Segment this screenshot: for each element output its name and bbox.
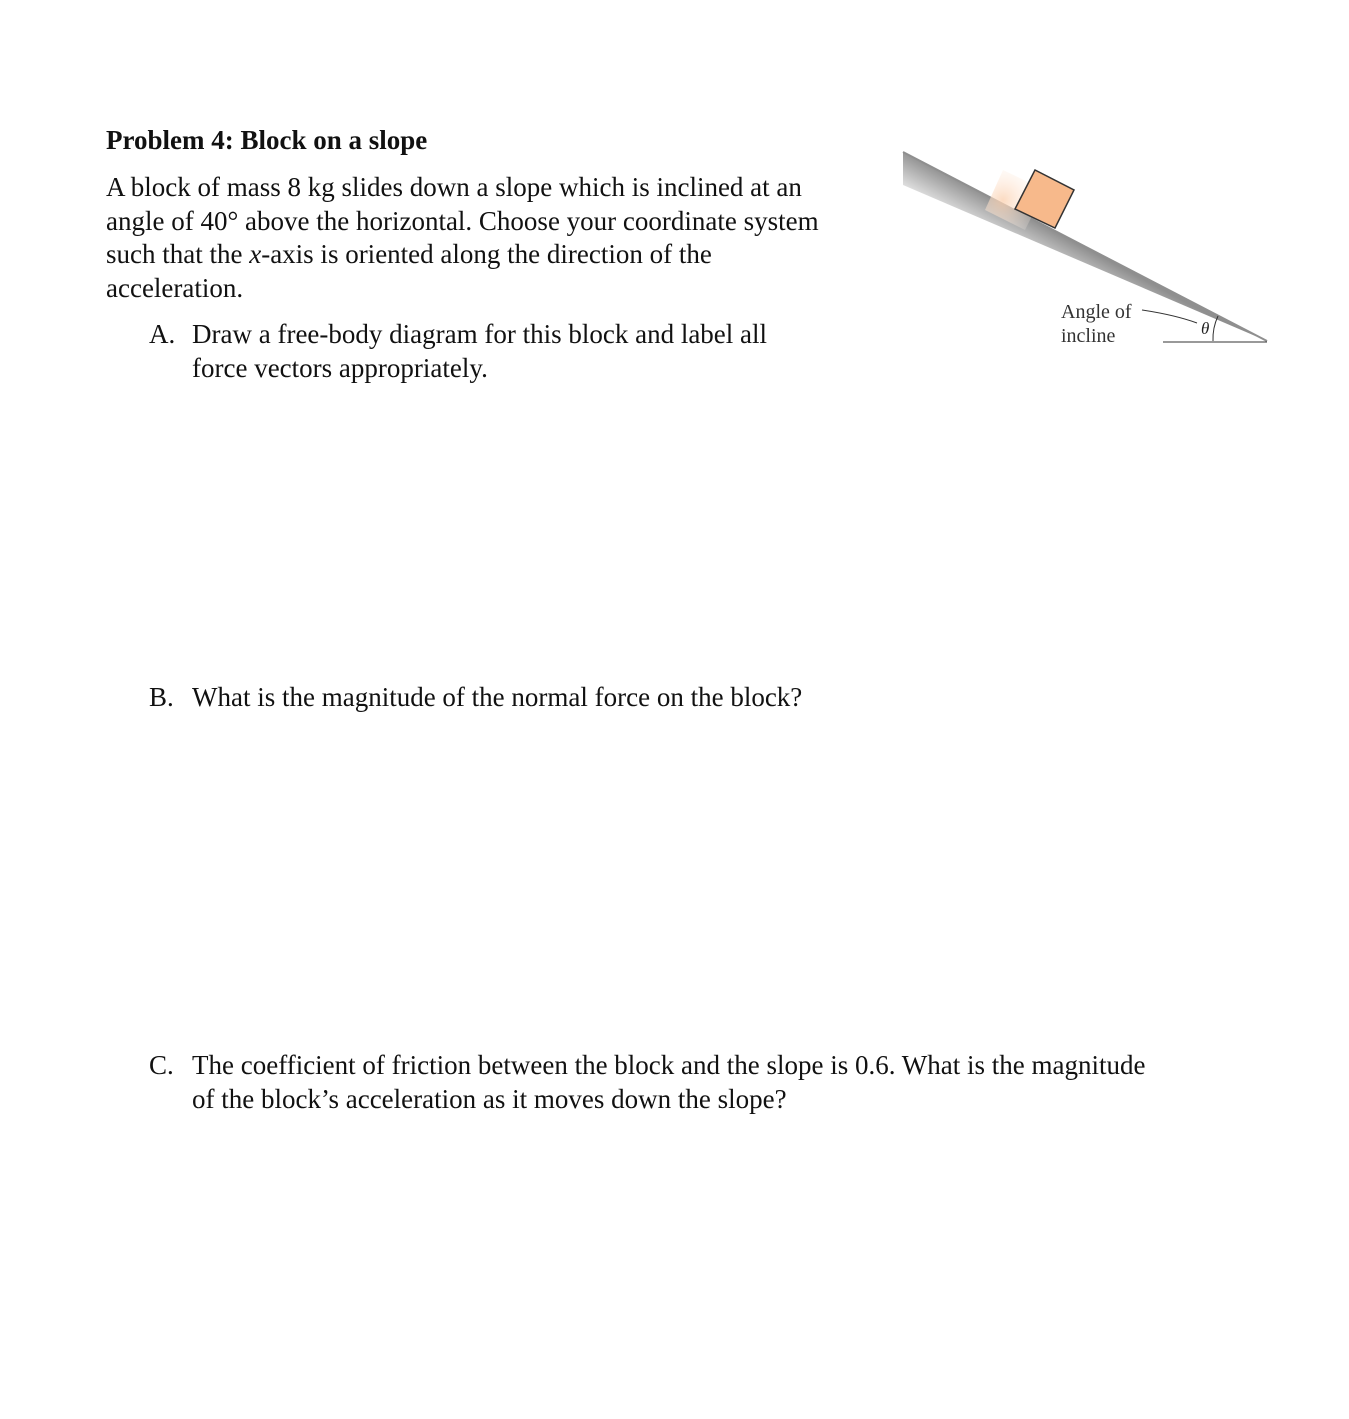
problem-statement xyxy=(106,171,876,305)
part-a-question xyxy=(192,318,767,385)
theta-symbol: θ xyxy=(1201,319,1210,338)
statement-line-1: A block of mass 8 kg slides down a slope which is inclined at an xyxy=(106,172,802,202)
problem-title: Problem 4: Block on a slope xyxy=(106,125,428,155)
part-a-marker: A. xyxy=(149,319,176,349)
part-c-line-2: of the block’s acceleration as it moves down the slope? xyxy=(192,1083,787,1114)
statement-line-3-after: -axis is oriented along the direction of the xyxy=(261,239,712,269)
part-c-line-1: The coefficient of friction between the block and the slope is 0.6. What is the magnitude xyxy=(192,1050,1146,1080)
part-b-question xyxy=(192,681,802,715)
x-variable: x xyxy=(249,239,262,269)
part-b-line-1: What is the magnitude of the normal force on the block? xyxy=(192,682,803,712)
label-leader-line xyxy=(1142,310,1197,323)
incline-diagram xyxy=(895,145,1275,350)
statement-line-3 xyxy=(106,238,876,272)
statement-line-3-before: such that the xyxy=(106,239,250,269)
angle-label-line-1: Angle of xyxy=(1061,301,1132,323)
incline-figure xyxy=(895,145,1275,350)
angle-label-line-2: incline xyxy=(1061,325,1116,347)
part-c-question xyxy=(192,1049,1145,1116)
part-a-line-2: force vectors appropriately. xyxy=(192,352,488,383)
part-b-marker: B. xyxy=(149,682,174,712)
part-a-line-1: Draw a free-body diagram for this block and label all xyxy=(192,319,768,349)
angle-arc xyxy=(1213,316,1218,341)
part-c-marker: C. xyxy=(149,1050,174,1080)
statement-line-2: angle of 40° above the horizontal. Choose your coordinate system xyxy=(106,205,819,236)
statement-line-4: acceleration. xyxy=(106,272,244,303)
